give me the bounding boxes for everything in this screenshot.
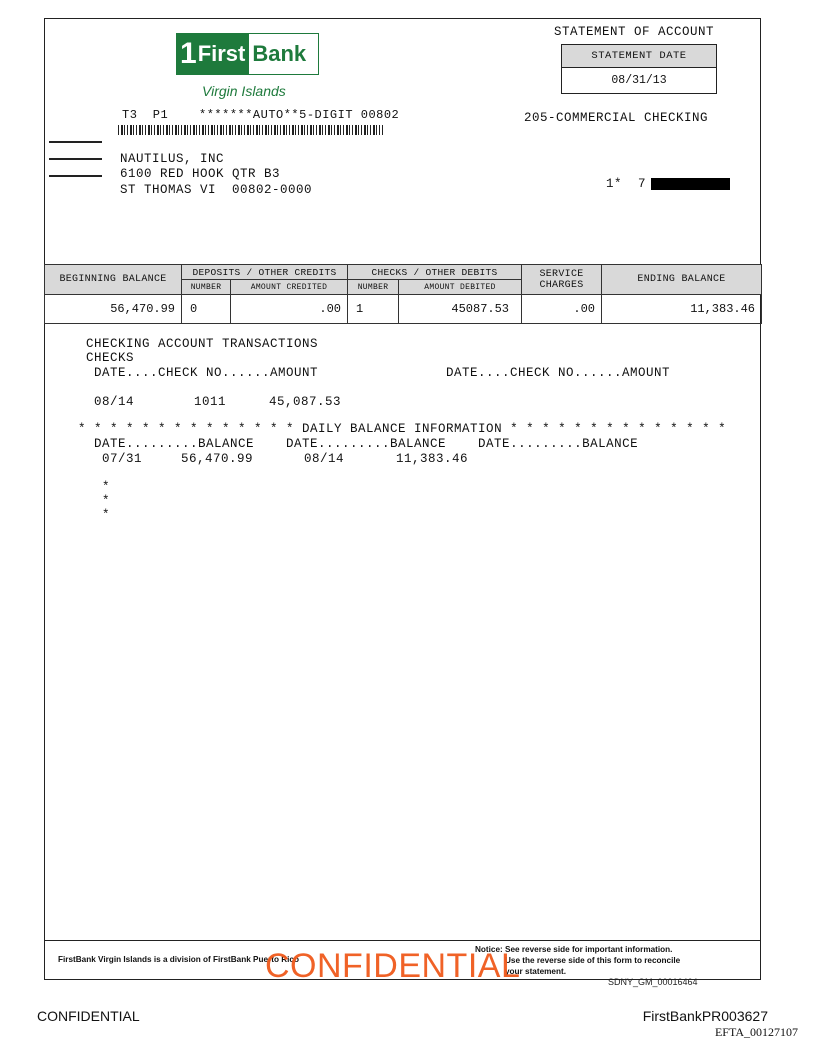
charges-label: CHARGES (539, 279, 584, 291)
postal-barcode (118, 125, 383, 135)
account-number: 1* 7 (606, 177, 647, 191)
checks-col-header-left: DATE....CHECK NO......AMOUNT (94, 366, 319, 380)
beginning-balance-value: 56,470.99 (45, 295, 182, 324)
amount-credited-value: .00 (231, 295, 348, 324)
bates-number: FirstBankPR003627 (642, 1008, 768, 1024)
account-type: 205-COMMERCIAL CHECKING (524, 111, 709, 125)
address-dash (49, 158, 102, 160)
checks-label: CHECKS (86, 351, 135, 365)
customer-address-1: 6100 RED HOOK QTR B3 (120, 167, 281, 181)
notice-line: Use the reverse side of this form to reconcile (505, 956, 681, 965)
beginning-balance-header: BEGINNING BALANCE (45, 265, 182, 295)
confidential-stamp: CONFIDENTIAL (265, 947, 521, 985)
logo-first: First (197, 41, 246, 66)
sdny-bates: SDNY_GM_00016464 (608, 977, 698, 987)
notice-line: your statement. (505, 967, 566, 976)
check-date: 08/14 (94, 395, 135, 409)
statement-date-box (561, 44, 717, 94)
checks-col-header-right: DATE....CHECK NO......AMOUNT (446, 366, 671, 380)
daily-balance-banner: * * * * * * * * * * * * * * DAILY BALANCE INFORMATION * * * * * * * * * * * * * * (78, 422, 727, 436)
account-summary-table (44, 264, 762, 324)
amount-debited-header: AMOUNT DEBITED (399, 280, 522, 295)
division-note: FirstBank Virgin Islands is a division of FirstBank Puerto Rico (58, 955, 299, 964)
efta-number: EFTA_00127107 (714, 1025, 798, 1039)
amount-debited-value: 45087.53 (399, 295, 522, 324)
logo-tagline: Virgin Islands (202, 83, 286, 99)
customer-address-2: ST THOMAS VI 00802-0000 (120, 183, 313, 197)
statement-date: 08/31/13 (611, 74, 667, 87)
statement-date-label: STATEMENT DATE (562, 45, 716, 68)
checks-number-header: NUMBER (348, 280, 399, 295)
customer-name: NAUTILUS, INC (120, 152, 225, 166)
transactions-title: CHECKING ACCOUNT TRANSACTIONS (86, 337, 319, 351)
deposits-number-value: 0 (182, 295, 231, 324)
filler-star: * (102, 494, 111, 508)
amount-credited-header: AMOUNT CREDITED (231, 280, 348, 295)
service-charges-header (522, 265, 602, 295)
daily-date: 08/14 (304, 452, 345, 466)
logo-one: 1 (180, 37, 197, 70)
service-label: SERVICE (539, 268, 584, 280)
service-charges-value: .00 (522, 295, 602, 324)
logo-bank: Bank (252, 41, 307, 66)
deposits-number-header: NUMBER (182, 280, 231, 295)
check-amount: 45,087.53 (269, 395, 342, 409)
ending-balance-header: ENDING BALANCE (602, 265, 762, 295)
redaction-bar (651, 178, 730, 190)
notice-line: Notice: See reverse side for important information. (475, 945, 673, 954)
firstbank-logo (176, 33, 319, 75)
filler-star: * (102, 480, 111, 494)
checks-number-value: 1 (348, 295, 399, 324)
confidential-mark: CONFIDENTIAL (37, 1008, 140, 1024)
ending-balance-value: 11,383.46 (602, 295, 762, 324)
daily-date: 07/31 (102, 452, 143, 466)
daily-balance: 11,383.46 (396, 452, 469, 466)
daily-balance: 56,470.99 (181, 452, 254, 466)
address-dash (49, 175, 102, 177)
daily-balance-header: DATE.........BALANCE DATE.........BALANCE DATE.........BALANCE (94, 437, 639, 451)
deposits-header: DEPOSITS / OTHER CREDITS (182, 265, 348, 280)
address-dash (49, 141, 102, 143)
filler-star: * (102, 508, 111, 522)
statement-title: STATEMENT OF ACCOUNT (554, 25, 715, 39)
check-number: 1011 (194, 395, 227, 409)
checks-header: CHECKS / OTHER DEBITS (348, 265, 522, 280)
footer-divider (44, 940, 761, 941)
mailing-codes: T3 P1 *******AUTO**5-DIGIT 00802 (122, 108, 400, 122)
